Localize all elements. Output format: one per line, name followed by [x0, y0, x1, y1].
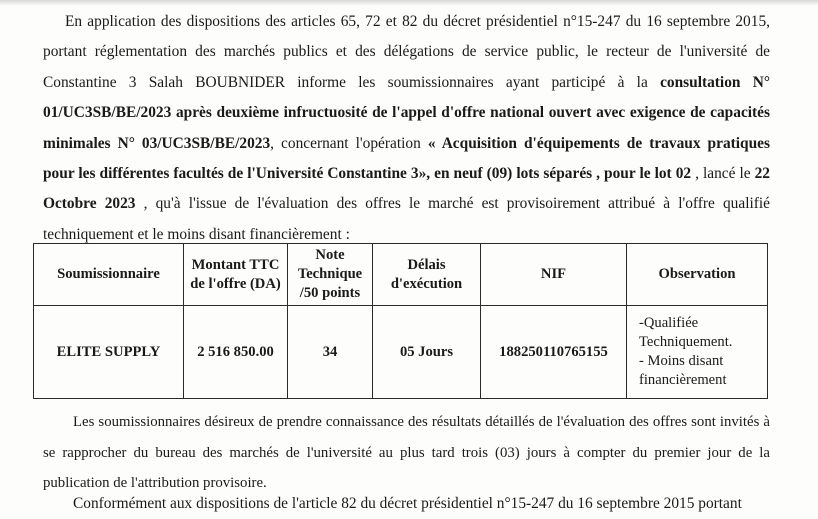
- observation-line: -Qualifiée Techniquement.: [639, 315, 733, 350]
- header-nif: NIF: [481, 244, 627, 306]
- cell-montant: 2 516 850.00: [184, 306, 288, 399]
- article-82-paragraph: [43, 489, 770, 519]
- cell-nif: 188250110765155: [481, 306, 627, 399]
- observation-line: - Moins disant financièrement: [639, 353, 727, 388]
- consultation-paragraph: [43, 407, 770, 499]
- article-82-text: Conformément aux dispositions de l'article 82 du décret présidentiel n°15-247 du 16 septembre 2015 portant: [73, 495, 742, 512]
- header-montant: Montant TTC de l'offre (DA): [184, 244, 288, 306]
- award-text: , qu'à l'issue de l'évaluation des offres le marché est provisoirement attribué à l'offre qualifié techniquement et le moins disant financièrement :: [43, 195, 770, 243]
- cell-observation: [627, 306, 768, 399]
- cell-soumissionnaire: ELITE SUPPLY: [34, 306, 184, 399]
- page-top-edge: [0, 0, 818, 6]
- table-row: [34, 306, 768, 399]
- table-header-row: [34, 244, 768, 306]
- operation-title: « Acquisition d'équipements de travaux pratiques pour les différentes facultés de l'Université Constantine 3», en neuf (09) lots séparés , pour le lot 02: [43, 134, 770, 183]
- intro-text: En application des dispositions des articles 65, 72 et 82 du décret présidentiel n°15-247 du 16 septembre 2015, portant réglementation des marchés publics et des délégations de service public, le recteur de l'université de Constantine 3 Salah BOUBNIDER informe les soumissionnaires ayant participé à la: [43, 13, 770, 91]
- header-delais: Délais d'exécution: [373, 244, 481, 306]
- header-soumissionnaire: Soumissionnaire: [34, 244, 184, 306]
- header-note-technique: Note Technique /50 points: [288, 244, 373, 306]
- results-table: [33, 243, 768, 399]
- award-notice-paragraph: [43, 7, 770, 250]
- cell-note: 34: [288, 306, 373, 399]
- launch-date: 22 Octobre 2023: [43, 165, 770, 213]
- consultation-text: Les soumissionnaires désireux de prendre connaissance des résultats détaillés de l'évaluation des offres sont invités à se rapprocher du bureau des marchés de l'université au plus tard trois (03) jours à compter du premier jour de la publication de l'attribution provisoire.: [43, 414, 770, 491]
- cell-delais: 05 Jours: [373, 306, 481, 399]
- operation-intro: , concernant l'opération: [270, 134, 428, 152]
- header-observation: Observation: [627, 244, 768, 306]
- consultation-reference: consultation N° 01/UC3SB/BE/2023 après deuxième infructuosité de l'appel d'offre national ouvert avec exigence de capacités minimales N° 03/UC3SB/BE/2023: [43, 73, 770, 152]
- launch-text: , lancé le: [691, 165, 755, 183]
